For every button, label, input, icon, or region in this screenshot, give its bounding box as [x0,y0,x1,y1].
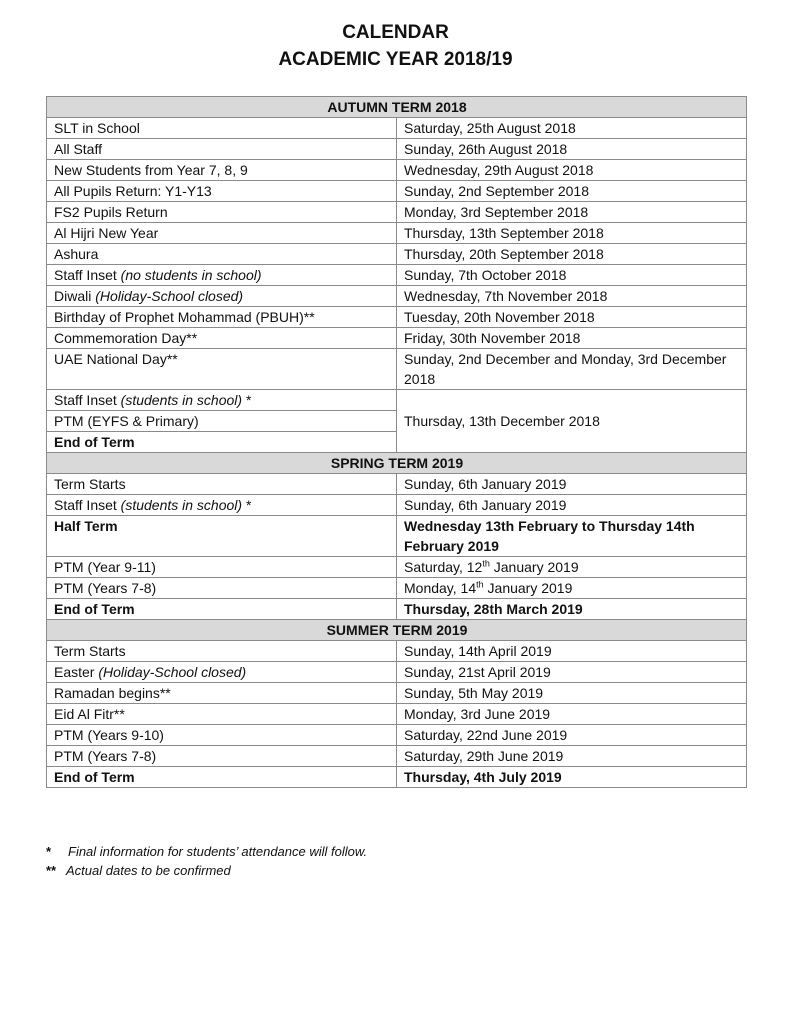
table-row [47,557,747,578]
event-cell: Eid Al Fitr** [47,704,397,725]
term-heading: AUTUMN TERM 2018 [47,97,747,118]
event-cell: End of Term [47,599,397,620]
event-cell [47,390,397,411]
event-cell: PTM (EYFS & Primary) [47,411,397,432]
table-row [47,746,747,767]
event-cell: PTM (Year 9-11) [47,557,397,578]
date-ordinal: th [476,579,484,590]
event-note: (no students in school) [120,267,262,283]
table-row [47,683,747,704]
date-cell: Sunday, 2nd September 2018 [397,181,747,202]
event-cell: SLT in School [47,118,397,139]
footnote [46,842,367,861]
date-cell: Monday, 3rd September 2018 [397,202,747,223]
footnote-marker: * [46,844,52,859]
event-cell [47,495,397,516]
event-cell: Term Starts [47,474,397,495]
table-row [47,307,747,328]
table-row [47,767,747,788]
table-row [47,202,747,223]
event-label: Diwali [54,288,96,304]
event-cell: Commemoration Day** [47,328,397,349]
event-cell: Term Starts [47,641,397,662]
date-ordinal: th [482,558,490,569]
table-row [47,244,747,265]
event-cell: Half Term [47,516,397,557]
date-cell: Thursday, 4th July 2019 [397,767,747,788]
event-note: (Holiday-School closed) [95,288,244,304]
table-row [47,474,747,495]
footnote-text: Final information for students’ attendance will follow. [68,844,368,859]
document-title: CALENDAR [342,22,449,43]
event-label: Staff Inset [54,392,121,408]
event-cell: FS2 Pupils Return [47,202,397,223]
table-row [47,662,747,683]
event-cell: PTM (Years 7-8) [47,746,397,767]
date-cell: Sunday, 6th January 2019 [397,474,747,495]
date-cell: Sunday, 21st April 2019 [397,662,747,683]
term-header-row [47,453,747,474]
document-subtitle: ACADEMIC YEAR 2018/19 [278,49,513,70]
date-cell: Wednesday, 7th November 2018 [397,286,747,307]
date-cell: Sunday, 2nd December and Monday, 3rd December 2018 [397,349,747,390]
date-cell: Tuesday, 20th November 2018 [397,307,747,328]
event-cell: End of Term [47,767,397,788]
table-row [47,578,747,599]
table-row [47,641,747,662]
event-note: (students in school) [120,392,243,408]
table-row [47,160,747,181]
table-row [47,599,747,620]
table-row [47,516,747,557]
date-cell: Friday, 30th November 2018 [397,328,747,349]
event-cell: Ramadan begins** [47,683,397,704]
footnote-marker: ** [46,863,57,878]
table-row [47,265,747,286]
date-text: January 2019 [483,580,573,596]
date-cell: Sunday, 7th October 2018 [397,265,747,286]
table-row [47,118,747,139]
footnote [46,861,367,880]
date-cell: Saturday, 25th August 2018 [397,118,747,139]
date-text: January 2019 [489,559,579,575]
event-cell: PTM (Years 7-8) [47,578,397,599]
event-cell: All Pupils Return: Y1-Y13 [47,181,397,202]
event-cell [47,662,397,683]
date-cell: Sunday, 14th April 2019 [397,641,747,662]
table-row [47,139,747,160]
event-cell: UAE National Day** [47,349,397,390]
event-cell: Al Hijri New Year [47,223,397,244]
event-cell [47,265,397,286]
event-note: (students in school) [120,497,243,513]
date-cell: Wednesday 13th February to Thursday 14th February 2019 [397,516,747,557]
event-cell: PTM (Years 9-10) [47,725,397,746]
event-label: Staff Inset [54,267,121,283]
date-text: Monday, 14 [404,580,477,596]
table-row [47,349,747,390]
event-cell: End of Term [47,432,397,453]
term-header-row [47,97,747,118]
date-cell: Saturday, 22nd June 2019 [397,725,747,746]
event-cell [47,286,397,307]
date-cell: Sunday, 6th January 2019 [397,495,747,516]
date-cell: Monday, 3rd June 2019 [397,704,747,725]
event-cell: Birthday of Prophet Mohammad (PBUH)** [47,307,397,328]
table-row [47,725,747,746]
date-cell: Thursday, 13th September 2018 [397,223,747,244]
term-heading: SUMMER TERM 2019 [47,620,747,641]
term-heading: SPRING TERM 2019 [47,453,747,474]
table-row [47,495,747,516]
event-cell: All Staff [47,139,397,160]
date-cell: Thursday, 20th September 2018 [397,244,747,265]
date-cell [397,578,747,599]
date-cell: Sunday, 5th May 2019 [397,683,747,704]
footnote-text: Actual dates to be confirmed [66,863,231,878]
footnotes [46,842,367,880]
table-row [47,390,747,411]
table-row [47,704,747,725]
table-row [47,181,747,202]
event-cell: Ashura [47,244,397,265]
event-note: (Holiday-School closed) [98,664,247,680]
date-cell: Saturday, 29th June 2019 [397,746,747,767]
date-cell: Thursday, 13th December 2018 [397,390,747,453]
table-row [47,328,747,349]
calendar-table [46,96,747,788]
date-cell: Thursday, 28th March 2019 [397,599,747,620]
date-cell [397,557,747,578]
event-suffix: * [242,497,252,513]
table-row [47,286,747,307]
date-cell: Sunday, 26th August 2018 [397,139,747,160]
date-cell: Wednesday, 29th August 2018 [397,160,747,181]
date-text: Saturday, 12 [404,559,483,575]
event-label: Easter [54,664,99,680]
event-suffix: * [242,392,252,408]
event-cell: New Students from Year 7, 8, 9 [47,160,397,181]
table-row [47,223,747,244]
term-header-row [47,620,747,641]
event-label: Staff Inset [54,497,121,513]
